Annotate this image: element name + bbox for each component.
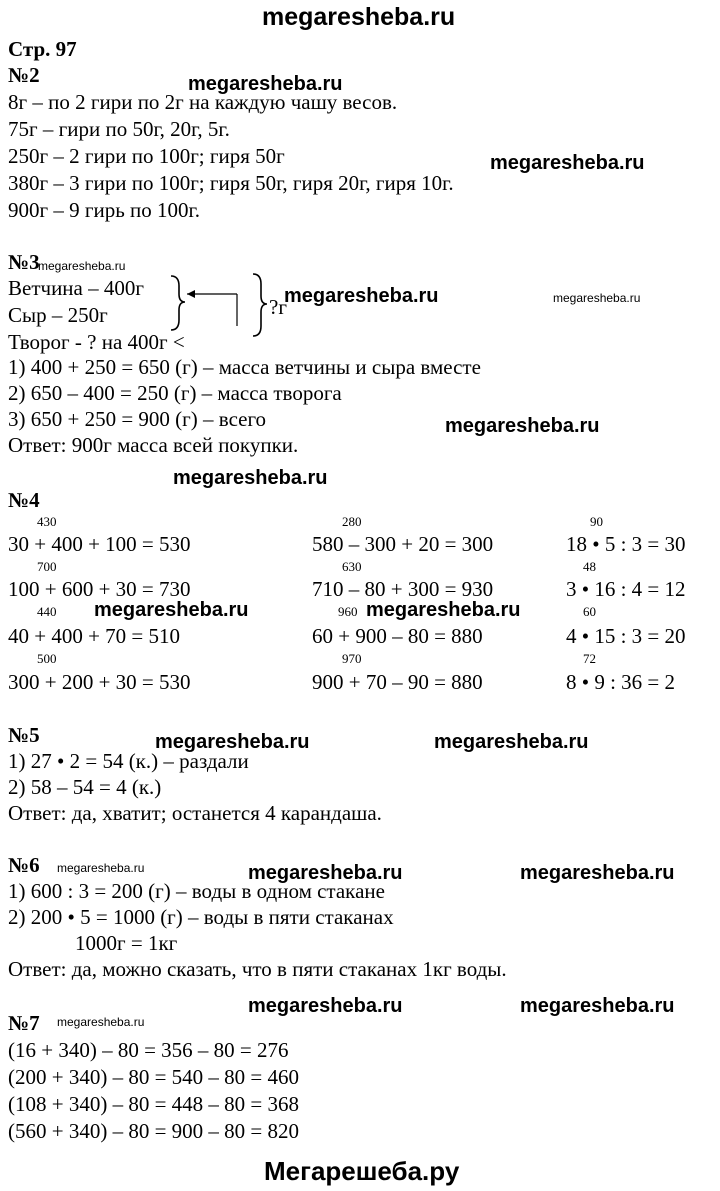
left-brace: [171, 276, 185, 330]
watermark: megaresheba.ru: [490, 152, 645, 174]
watermark: megaresheba.ru: [248, 862, 403, 884]
task4-expression: 3 • 16 : 4 = 12: [566, 577, 686, 601]
task2-line: 380г – 3 гири по 100г; гиря 50г, гиря 20г, гиря 10г.: [8, 171, 454, 195]
task3-item: Творог - ? на 400г <: [8, 330, 185, 354]
task3-item: Ветчина – 400г: [8, 276, 144, 300]
task2-line: 250г – 2 гири по 100г; гиря 50г: [8, 144, 285, 168]
task5-line: 2) 58 – 54 = 4 (к.): [8, 775, 162, 799]
task7-line: (16 + 340) – 80 = 356 – 80 = 276: [8, 1038, 289, 1062]
task4-intermediate: 60: [583, 604, 596, 619]
task3-question: ?г: [269, 295, 287, 319]
watermark-small: megaresheba.ru: [57, 1015, 145, 1029]
task4-intermediate: 280: [342, 514, 362, 529]
watermark: megaresheba.ru: [248, 995, 403, 1017]
task6-note: 1000г = 1кг: [75, 931, 178, 955]
task4-expression: 40 + 400 + 70 = 510: [8, 624, 181, 648]
task4-expression: 8 • 9 : 36 = 2: [566, 670, 676, 694]
task4-expression: 100 + 600 + 30 = 730: [8, 577, 191, 601]
task4-expression: 710 – 80 + 300 = 930: [312, 577, 494, 601]
relation-diagram: [165, 270, 275, 340]
task4-intermediate: 500: [37, 651, 57, 666]
task5-answer: Ответ: да, хватит; останется 4 карандаша.: [8, 801, 382, 825]
task6-line: 1) 600 : 3 = 200 (г) – воды в одном стакане: [8, 879, 385, 903]
task6-number: №6: [8, 853, 40, 877]
task4-expression: 4 • 15 : 3 = 20: [566, 624, 686, 648]
task3-answer: Ответ: 900г масса всей покупки.: [8, 433, 299, 457]
task4-expression: 580 – 300 + 20 = 300: [312, 532, 494, 556]
task3-solution: 2) 650 – 400 = 250 (г) – масса творога: [8, 381, 342, 405]
task4-intermediate: 700: [37, 559, 57, 574]
footer-watermark: Мегарешеба.ру: [264, 1156, 460, 1186]
task4-expression: 60 + 900 – 80 = 880: [312, 624, 483, 648]
watermark: megaresheba.ru: [173, 467, 328, 489]
task4-intermediate: 72: [583, 651, 596, 666]
task4-intermediate: 48: [583, 559, 596, 574]
task7-number: №7: [8, 1011, 40, 1035]
watermark: megaresheba.ru: [284, 285, 439, 307]
task6-line: 2) 200 • 5 = 1000 (г) – воды в пяти стаканах: [8, 905, 394, 929]
task7-line: (560 + 340) – 80 = 900 – 80 = 820: [8, 1119, 300, 1143]
task2-line: 900г – 9 гирь по 100г.: [8, 198, 201, 222]
task3-number: №3: [8, 250, 40, 274]
task4-intermediate: 440: [37, 604, 57, 619]
task7-line: (200 + 340) – 80 = 540 – 80 = 460: [8, 1065, 300, 1089]
task2-number: №2: [8, 63, 40, 87]
header-watermark: megaresheba.ru: [262, 3, 456, 31]
right-brace: [253, 274, 267, 336]
watermark: megaresheba.ru: [520, 862, 675, 884]
watermark: megaresheba.ru: [520, 995, 675, 1017]
page-label: Стр. 97: [8, 37, 77, 61]
task5-line: 1) 27 • 2 = 54 (к.) – раздали: [8, 749, 249, 773]
task7-line: (108 + 340) – 80 = 448 – 80 = 368: [8, 1092, 300, 1116]
watermark: megaresheba.ru: [434, 731, 589, 753]
task4-expression: 300 + 200 + 30 = 530: [8, 670, 191, 694]
task3-solution: 3) 650 + 250 = 900 (г) – всего: [8, 407, 267, 431]
task4-intermediate: 430: [37, 514, 57, 529]
task4-expression: 30 + 400 + 100 = 530: [8, 532, 191, 556]
watermark-small: megaresheba.ru: [57, 861, 145, 875]
task3-solution: 1) 400 + 250 = 650 (г) – масса ветчины и сыра вместе: [8, 355, 481, 379]
watermark-small: megaresheba.ru: [553, 291, 641, 305]
task4-number: №4: [8, 488, 40, 512]
watermark: megaresheba.ru: [188, 73, 343, 95]
task2-line: 75г – гири по 50г, 20г, 5г.: [8, 117, 230, 141]
task4-intermediate: 970: [342, 651, 362, 666]
task5-number: №5: [8, 723, 40, 747]
task4-intermediate: 630: [342, 559, 362, 574]
watermark: megaresheba.ru: [366, 599, 521, 621]
arrow-head: [187, 290, 195, 298]
watermark: megaresheba.ru: [155, 731, 310, 753]
watermark-small: megaresheba.ru: [38, 259, 126, 273]
task4-intermediate: 90: [590, 514, 603, 529]
task3-item: Сыр – 250г: [8, 303, 108, 327]
task4-expression: 900 + 70 – 90 = 880: [312, 670, 483, 694]
task4-intermediate: 960: [338, 604, 358, 619]
watermark: megaresheba.ru: [445, 415, 600, 437]
task6-answer: Ответ: да, можно сказать, что в пяти стаканах 1кг воды.: [8, 957, 507, 981]
task4-expression: 18 • 5 : 3 = 30: [566, 532, 686, 556]
watermark: megaresheba.ru: [94, 599, 249, 621]
task2-line: 8г – по 2 гири по 2г на каждую чашу весов.: [8, 90, 398, 114]
